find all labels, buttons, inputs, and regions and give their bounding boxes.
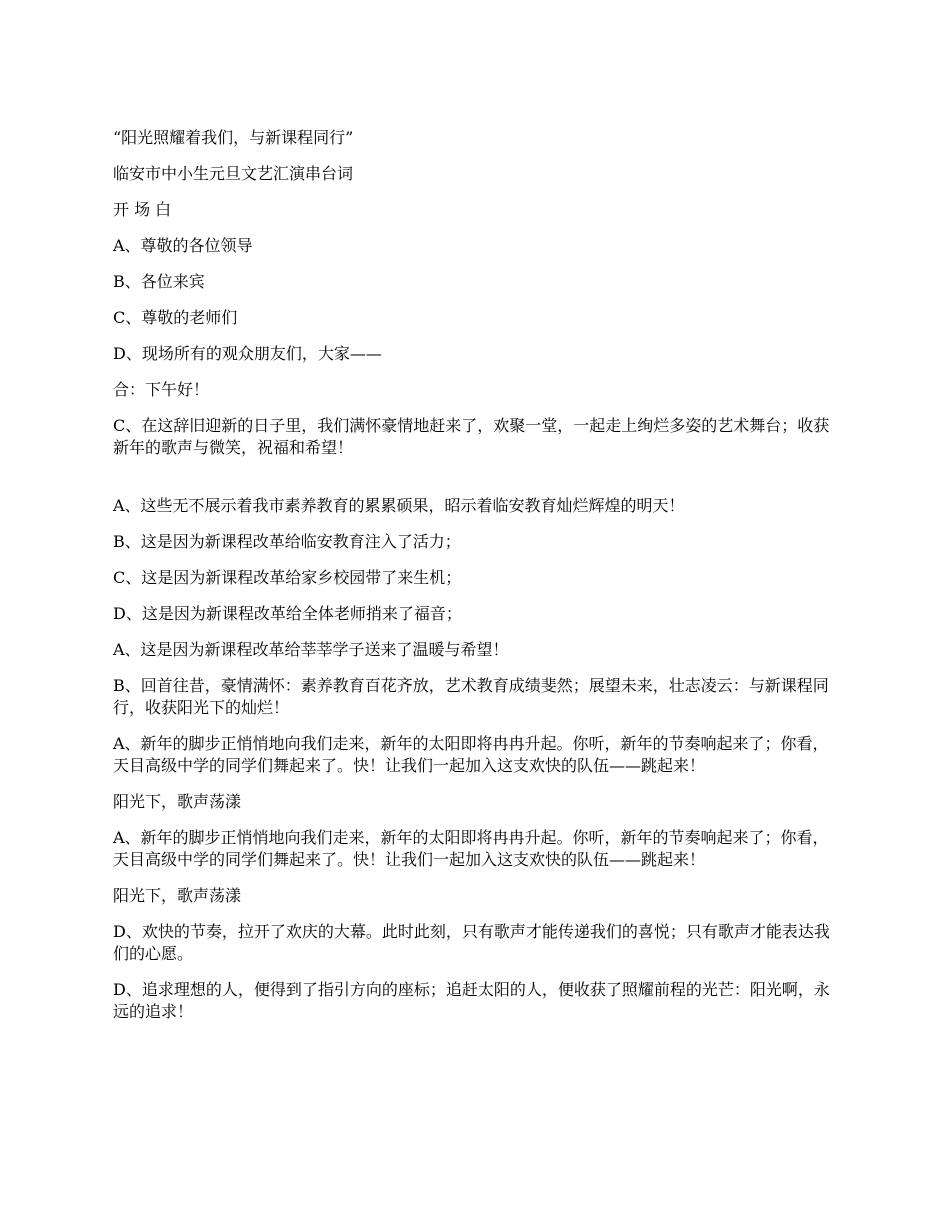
paragraph-16: 阳光下，歌声荡漾 xyxy=(113,886,242,905)
paragraph-9: C、这是因为新课程改革给家乡校园带了来生机； xyxy=(113,568,462,587)
paragraph-11: A、这是因为新课程改革给莘莘学子送来了温暖与希望！ xyxy=(113,640,509,659)
paragraph-17: D、欢快的节奏，拉开了欢庆的大幕。此时此刻，只有歌声才能传递我们的喜悦；只有歌声才能表达我们的心愿。 xyxy=(113,922,830,963)
paragraph-1: A、尊敬的各位领导 xyxy=(113,236,253,255)
paragraph-10: D、这是因为新课程改革给全体老师捎来了福音； xyxy=(113,604,462,623)
paragraph-5: 合：下午好！ xyxy=(113,380,210,399)
paragraph-14: 阳光下，歌声荡漾 xyxy=(113,792,242,811)
paragraph-2: B、各位来宾 xyxy=(113,272,205,291)
document-subtitle: 临安市中小生元旦文艺汇演串台词 xyxy=(113,164,354,183)
paragraph-4: D、现场所有的观众朋友们，大家—— xyxy=(113,344,382,363)
paragraph-8: B、这是因为新课程改革给临安教育注入了活力； xyxy=(113,532,461,551)
paragraph-15: A、新年的脚步正悄悄地向我们走来，新年的太阳即将冉冉升起。你听，新年的节奏响起来了；你看，天目高级中学的同学们舞起来了。快！让我们一起加入这支欢快的队伍——跳起来！ xyxy=(113,828,829,869)
section-heading: 开 场 白 xyxy=(113,200,172,219)
paragraph-12: B、回首往昔，豪情满怀：素养教育百花齐放，艺术教育成绩斐然；展望未来，壮志凌云：与新课程同行，收获阳光下的灿烂！ xyxy=(113,676,829,717)
document-body xyxy=(113,127,838,1037)
paragraph-18: D、追求理想的人，便得到了指引方向的座标；追赶太阳的人，便收获了照耀前程的光芒：阳光啊，永远的追求！ xyxy=(113,980,830,1021)
paragraph-13: A、新年的脚步正悄悄地向我们走来，新年的太阳即将冉冉升起。你听，新年的节奏响起来了；你看，天目高级中学的同学们舞起来了。快！让我们一起加入这支欢快的队伍——跳起来！ xyxy=(113,734,829,775)
paragraph-6: C、在这辞旧迎新的日子里，我们满怀豪情地赶来了，欢聚一堂，一起走上绚烂多姿的艺术舞台；收获新年的歌声与微笑，祝福和希望！ xyxy=(113,416,830,457)
paragraph-3: C、尊敬的老师们 xyxy=(113,308,238,327)
paragraph-7: A、这些无不展示着我市素养教育的累累硕果，昭示着临安教育灿烂辉煌的明天！ xyxy=(113,496,685,515)
document-title: “阳光照耀着我们，与新课程同行” xyxy=(113,128,354,147)
